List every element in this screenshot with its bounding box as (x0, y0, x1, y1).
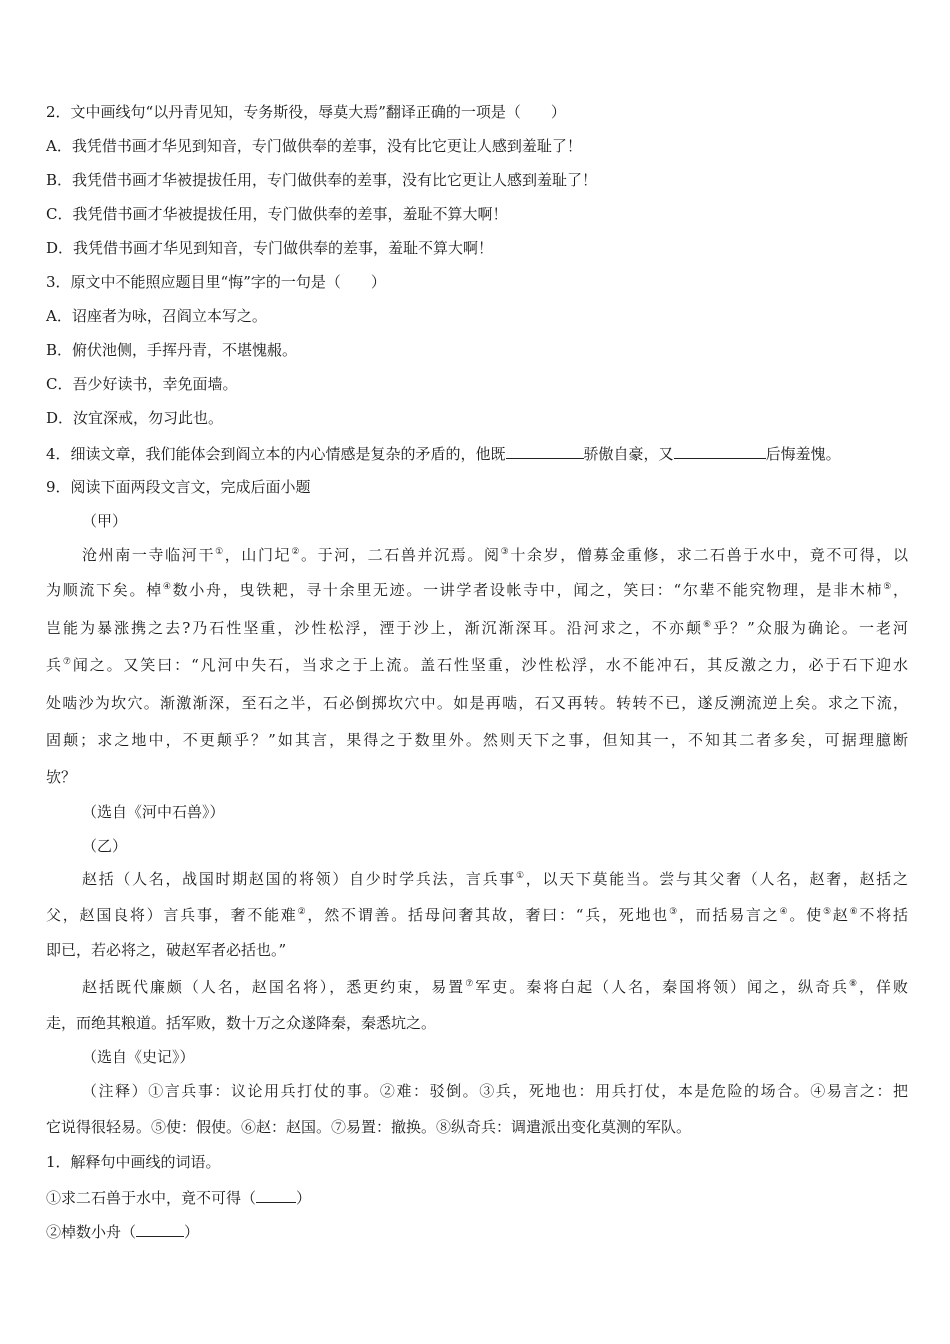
yi-note-line-2: 它说得很轻易。⑤使：假使。⑥赵：赵国。⑦易置：撤换。⑧纵奇兵：调遣派出变化莫测的军队。 (46, 1118, 692, 1136)
yi-text: 赵括（人名，战国时期赵国的将领）自少时学兵法，言兵事 (82, 870, 516, 888)
q1-item-2 (46, 1220, 199, 1242)
jia-line-5: 处啮沙为坎穴。渐激渐深，至石之半，石必倒掷坎穴中。如是再啮，石又再转。转转不已，遂反溯流逆上矣。求之下流， (46, 694, 908, 712)
yi-text: 赵括既代廉颇（人名，赵国名将），悉更约束，易置 (82, 978, 466, 996)
footnote-marker: ⑤ (883, 582, 893, 592)
jia-line-6: 固颠；求之地中，不更颠乎？”如其言，果得之于数里外。然则天下之事，但知其一，不知其二者多矣，可据理臆断 (46, 731, 908, 749)
jia-text: ，山门圮 (224, 546, 292, 564)
yi-p1-line-3: 即已，若必将之，破赵军者必括也。” (46, 941, 287, 959)
yi-text: ，佯败 (859, 978, 908, 996)
yi-source: （选自《史记》） (82, 1048, 195, 1066)
jia-source: （选自《河中石兽》） (82, 803, 225, 821)
footnote-marker: ③ (500, 547, 511, 557)
yi-text: ，然不谓善。括母问奢其故，奢曰：“兵，死地也 (307, 906, 670, 924)
q1-item-1 (46, 1186, 311, 1208)
jia-line-7: 欤？ (46, 768, 77, 786)
yi-p2-line-2: 走，而绝其粮道。括军败，数十万之众遂降秦，秦悉坑之。 (46, 1014, 437, 1032)
footnote-marker: ② (291, 547, 302, 557)
q4-blank-2[interactable] (674, 442, 766, 459)
q2-stem: 2．文中画线句“以丹青见知，专务斯役，辱莫大焉”翻译正确的一项是（ ） (46, 103, 566, 121)
q2-option-a: A．我凭借书画才华见到知音，专门做供奉的差事，没有比它更让人感到羞耻了！ (46, 137, 582, 155)
yi-text: ，以天下莫能当。尝与其父奢（人名，赵奢，赵括之 (525, 870, 908, 888)
jia-text: 为顺流下矣。棹 (46, 581, 163, 599)
jia-label: （甲） (82, 512, 128, 530)
q4-text-1: 4．细读文章，我们能体会到阎立本的内心情感是复杂的矛盾的，他既 (46, 445, 506, 463)
jia-line-3 (46, 618, 908, 638)
jia-text: 沧州南一寺临河干 (82, 546, 216, 564)
jia-text: ， (892, 581, 908, 599)
jia-text: 数小舟，曳铁耙，寻十余里无迹。一讲学者设帐寺中，闻之，笑曰：“尔辈不能究物理，是非木柿 (172, 581, 884, 599)
footnote-marker: ③ (669, 907, 679, 917)
jia-text: 十余岁，僧募金重修，求二石兽于水中，竟不可得，以 (510, 546, 908, 564)
q3-stem: 3．原文中不能照应题目里“悔”字的一句是（ ） (46, 273, 386, 291)
footnote-marker: ② (297, 907, 308, 917)
jia-line-1 (82, 545, 908, 565)
yi-label: （乙） (82, 837, 128, 855)
yi-text: 。使 (789, 906, 823, 924)
q1-item-1-paren: ） (296, 1189, 312, 1207)
footnote-marker: ⑥ (849, 907, 860, 917)
q4-text-3: 后悔羞愧。 (765, 445, 841, 463)
footnote-marker: ④ (779, 907, 790, 917)
q1-item-1-text: ①求二石兽于水中，竟不可得（ (46, 1189, 257, 1207)
yi-p2-line-1 (82, 977, 908, 997)
q3-option-c: C．吾少好读书，幸免面墙。 (46, 375, 238, 393)
jia-line-2 (46, 580, 908, 600)
footnote-marker: ④ (162, 582, 173, 592)
q2-option-d: D．我凭借书画才华见到知音，专门做供奉的差事，羞耻不算大啊！ (46, 239, 494, 257)
q2-option-b: B．我凭借书画才华被提拔任用，专门做供奉的差事，没有比它更让人感到羞耻了！ (46, 171, 598, 189)
q3-option-d: D．汝宜深戒，勿习此也。 (46, 409, 224, 427)
yi-text: 军吏。秦将白起（人名，秦国将领）闻之，纵奇兵 (475, 978, 849, 996)
q4-text-2: 骄傲自豪，又 (583, 445, 674, 463)
yi-p1-line-2 (46, 905, 908, 925)
yi-text: 父，赵国良将）言兵事，奢不能难 (46, 906, 298, 924)
footnote-marker: ⑥ (702, 620, 714, 630)
q1-item-2-paren: ） (184, 1223, 200, 1241)
footnote-marker: ⑤ (822, 907, 833, 917)
jia-text: 乎？”众服为确论。一老河 (713, 619, 908, 637)
jia-line-4 (46, 655, 908, 675)
footnote-marker: ① (215, 547, 225, 557)
jia-text: 岂能为暴涨携之去?乃石性坚重，沙性松浮，湮于沙上，渐沉渐深耳。沿河求之，不亦颠 (46, 619, 703, 637)
yi-p1-line-1 (82, 869, 908, 889)
yi-text: 不将括 (859, 906, 908, 924)
q9-title: 9．阅读下面两段文言文，完成后面小题 (46, 478, 311, 496)
q1-stem: 1．解释句中画线的词语。 (46, 1153, 221, 1171)
jia-text: 。于河，二石兽并沉焉。阅 (301, 546, 501, 564)
jia-text: 闻之。又笑曰：“凡河中失石，当求之于上流。盖石性坚重，沙性松浮，水不能冲石，其反激之力，必于石下迎水 (72, 656, 908, 674)
footnote-marker: ⑧ (848, 979, 859, 989)
q1-blank-2[interactable] (136, 1220, 184, 1237)
q3-option-a: A．诏座者为咏，召阎立本写之。 (46, 307, 267, 325)
footnote-marker: ① (516, 871, 526, 881)
q4-line (46, 442, 841, 464)
footnote-marker: ⑦ (62, 657, 73, 667)
q3-option-b: B．俯伏池侧，手挥丹青，不堪愧赧。 (46, 341, 298, 359)
jia-text: 兵 (46, 656, 63, 674)
q4-blank-1[interactable] (506, 442, 584, 459)
yi-text: ，而括易言之 (678, 906, 780, 924)
q1-blank-1[interactable] (256, 1186, 296, 1203)
yi-text: 赵 (832, 906, 850, 924)
q2-option-c: C．我凭借书画才华被提拔任用，专门做供奉的差事，羞耻不算大啊！ (46, 205, 508, 223)
footnote-marker: ⑦ (465, 979, 476, 989)
yi-note-line-1: （注释）①言兵事：议论用兵打仗的事。②难：驳倒。③兵，死地也：用兵打仗，本是危险的场合。④易言之：把 (82, 1082, 908, 1100)
q1-item-2-text: ②棹数小舟（ (46, 1223, 137, 1241)
